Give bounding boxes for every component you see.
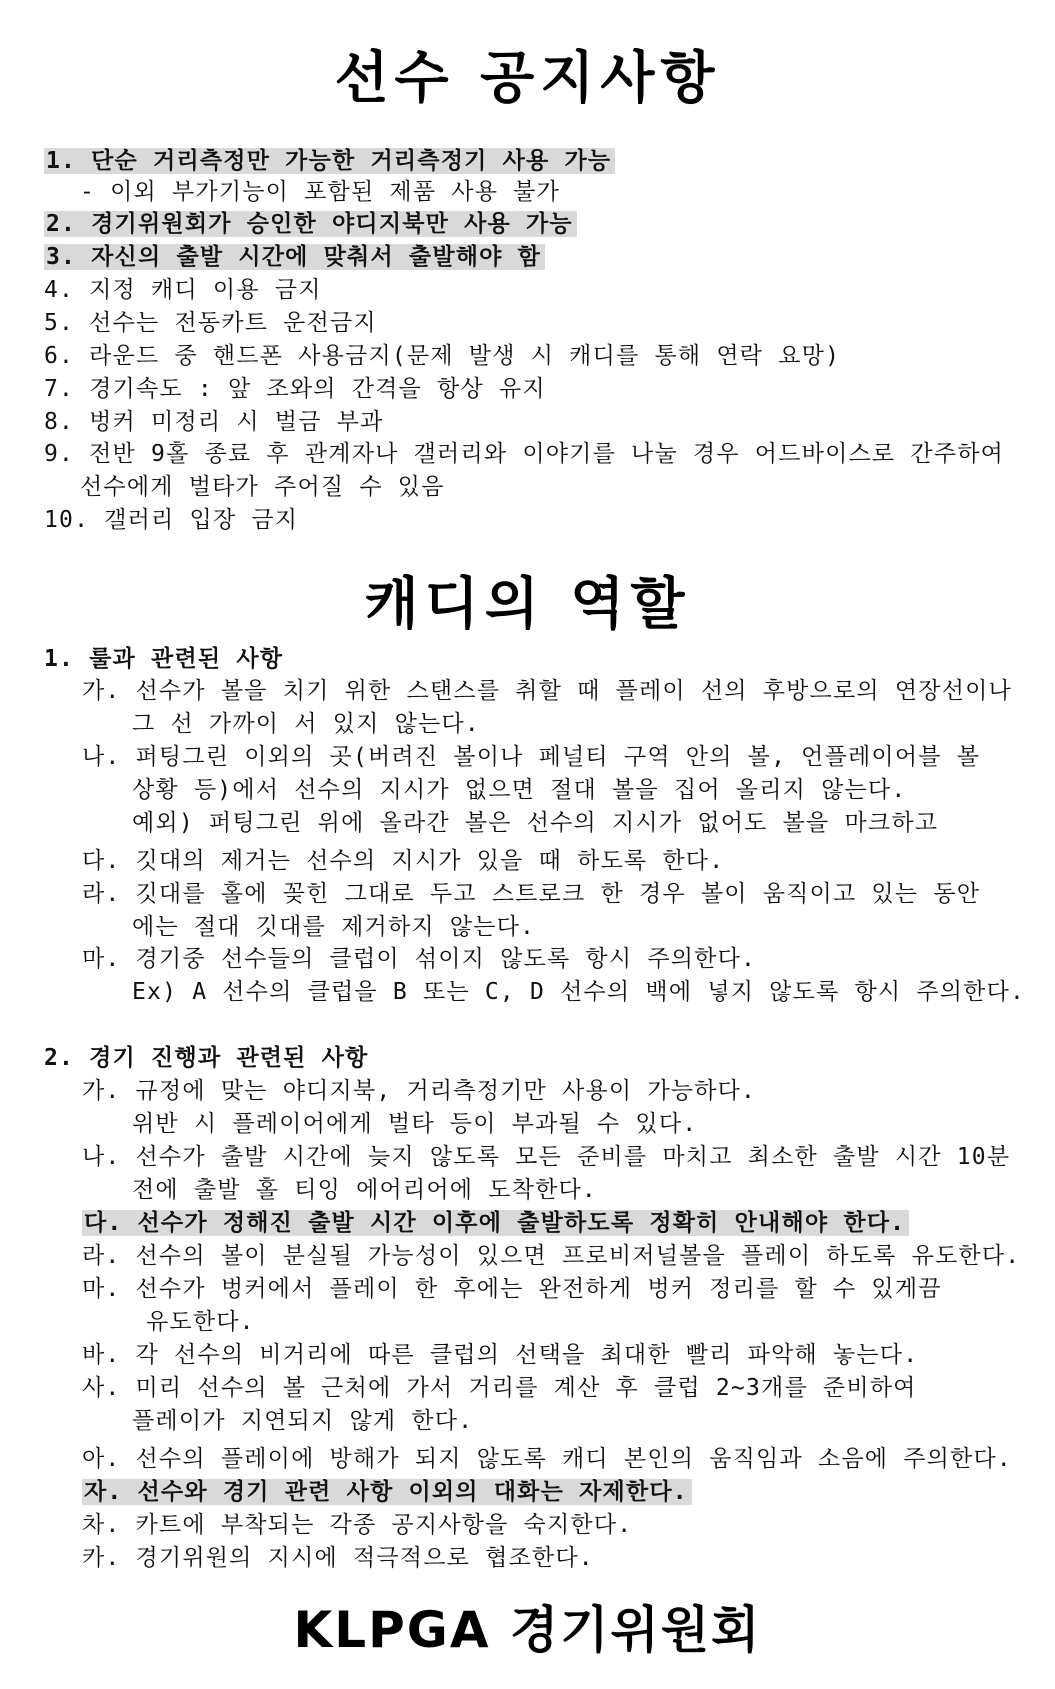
section-line: 예외) 퍼팅그린 위에 올라간 볼은 선수의 지시가 없어도 볼을 마크하고 [132, 810, 939, 836]
section-line: 라. 깃대를 홀에 꽂힌 그대로 두고 스트로크 한 경우 볼이 움직이고 있는 동안 [82, 881, 981, 907]
section-line: 위반 시 플레이어에게 벌타 등이 부과될 수 있다. [132, 1111, 698, 1137]
section-line: 가. 규정에 맞는 야디지북, 거리측정기만 사용이 가능하다. [82, 1078, 757, 1104]
section-line: 마. 경기중 선수들의 클럽이 섞이지 않도록 항시 주의한다. [82, 946, 757, 972]
section-line-highlighted: 다. 선수가 정해진 출발 시간 이후에 출발하도록 정확히 안내해야 한다. [82, 1208, 909, 1238]
section-line: 나. 퍼팅그린 이외의 곳(버려진 볼이나 페널티 구역 안의 볼, 언플레이어블 볼 [82, 744, 981, 770]
notice-item: 6. 라운드 중 핸드폰 사용금지(문제 발생 시 캐디를 통해 연락 요망) [44, 343, 841, 369]
section-line: 나. 선수가 출발 시간에 늦지 않도록 모든 준비를 마치고 최소한 출발 시간 10분 [82, 1144, 1011, 1170]
section-line: 상황 등)에서 선수의 지시가 없으면 절대 볼을 집어 올리지 않는다. [132, 777, 907, 803]
notice-item: 1. 단순 거리측정만 가능한 거리측정기 사용 가능 [44, 146, 615, 176]
section-line: 바. 각 선수의 비거리에 따른 클럽의 선택을 최대한 빨리 파악해 놓는다. [82, 1342, 919, 1368]
section-line: Ex) A 선수의 클럽을 B 또는 C, D 선수의 백에 넣지 않도록 항시 주의한다. [132, 979, 1026, 1005]
section-line: 플레이가 지연되지 않게 한다. [132, 1408, 474, 1434]
section-line: 가. 선수가 볼을 치기 위한 스탠스를 취할 때 플레이 선의 후방으로의 연장선이나 [82, 678, 1012, 704]
section-line: 라. 선수의 볼이 분실될 가능성이 있으면 프로비저널볼을 플레이 하도록 유도한다. [82, 1243, 1021, 1269]
section-line: 전에 출발 홀 티잉 에어리어에 도착한다. [132, 1177, 597, 1203]
notice-item: - 이외 부가기능이 포함된 제품 사용 불가 [80, 179, 561, 205]
section-line: 사. 미리 선수의 볼 근처에 가서 거리를 계산 후 클럽 2~3개를 준비하여 [82, 1375, 917, 1401]
caddie-title: 캐디의 역할 [364, 572, 691, 637]
notice-item: 7. 경기속도 : 앞 조와의 간격을 항상 유지 [44, 376, 546, 402]
notice-item: 2. 경기위원회가 승인한 야디지북만 사용 가능 [44, 209, 577, 239]
section-heading: 1. 룰과 관련된 사항 [44, 646, 284, 672]
section-line: 차. 카트에 부착되는 각종 공지사항을 숙지한다. [82, 1512, 633, 1538]
section-line: 아. 선수의 플레이에 방해가 되지 않도록 캐디 본인의 움직임과 소음에 주의한다. [82, 1446, 1012, 1472]
notice-item: 5. 선수는 전동카트 운전금지 [44, 310, 377, 336]
footer-organization: KLPGA 경기위원회 [293, 1601, 762, 1659]
section-line: 에는 절대 깃대를 제거하지 않는다. [132, 914, 536, 940]
notice-item: 8. 벙커 미정리 시 벌금 부과 [44, 409, 384, 435]
section-line: 다. 깃대의 제거는 선수의 지시가 있을 때 하도록 한다. [82, 848, 725, 874]
section-line: 마. 선수가 벙커에서 플레이 한 후에는 완전하게 벙커 정리를 할 수 있게끔 [82, 1276, 942, 1302]
notice-item: 선수에게 벌타가 주어질 수 있음 [80, 474, 445, 500]
section-line-highlighted: 자. 선수와 경기 관련 사항 이외의 대화는 자제한다. [82, 1477, 692, 1507]
section-heading: 2. 경기 진행과 관련된 사항 [44, 1045, 369, 1071]
notice-item: 4. 지정 캐디 이용 금지 [44, 277, 322, 303]
notice-item: 9. 전반 9홀 종료 후 관계자나 갤러리와 이야기를 나눌 경우 어드바이스로 간주하여 [44, 441, 1005, 467]
section-line: 카. 경기위원의 지시에 적극적으로 협조한다. [82, 1545, 594, 1571]
section-line: 유도한다. [146, 1309, 255, 1335]
notice-item: 10. 갤러리 입장 금지 [44, 507, 299, 533]
section-line: 그 선 가까이 서 있지 않는다. [132, 711, 480, 737]
notice-item: 3. 자신의 출발 시간에 맞춰서 출발해야 함 [44, 242, 545, 272]
notice-title: 선수 공지사항 [334, 46, 721, 111]
